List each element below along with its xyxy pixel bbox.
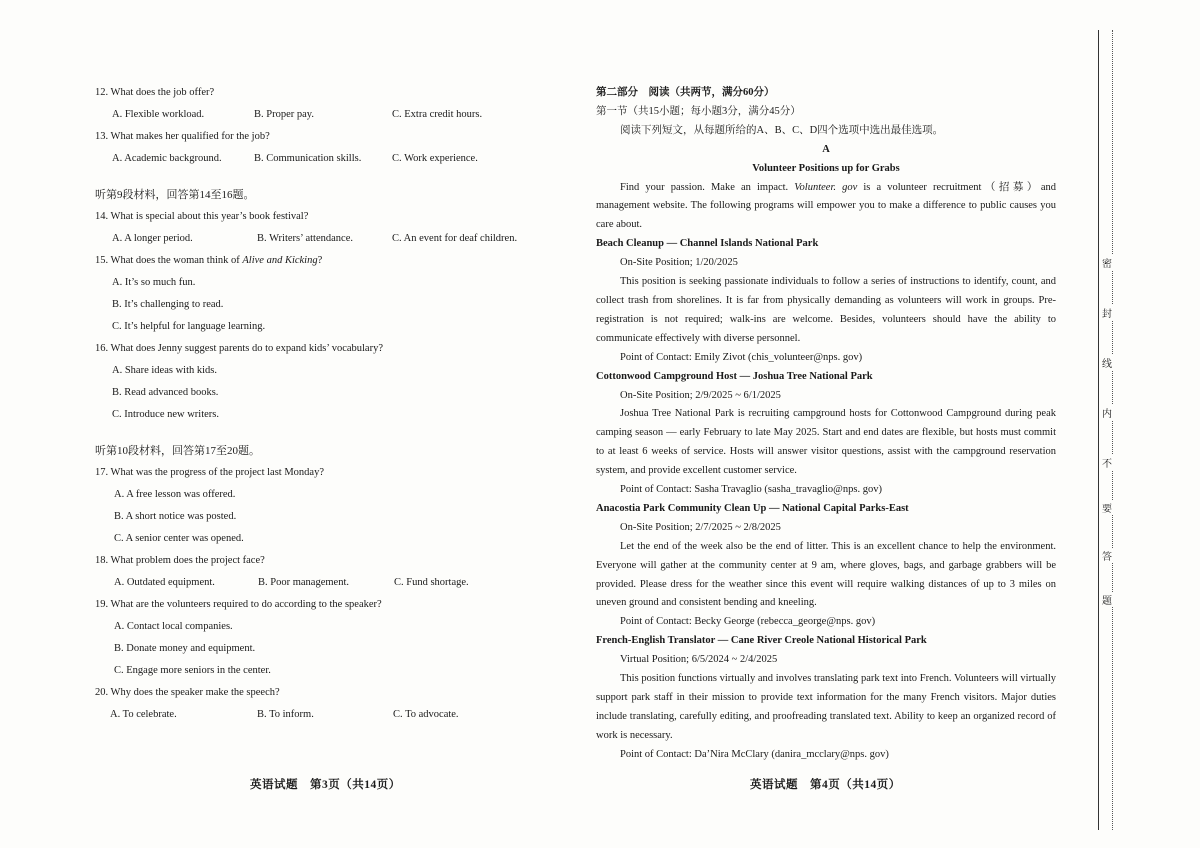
option: B. A short notice was posted.	[114, 511, 237, 522]
program-description: This position functions virtually and involves translating park text into French. Volunteers will virtually support park staff in their mission to provide text information for the many French visitors. Major duties include translating, carefully editing, and proofreading translated text. Ability to keep an organized record of work is necessary.	[596, 673, 1056, 741]
option: C. A senior center was opened.	[114, 533, 244, 544]
program-contact: Point of Contact: Becky George (rebecca_george@nps. gov)	[620, 616, 876, 628]
question-15: 15. What does the woman think of Alive and Kicking?	[95, 255, 323, 266]
question-13: 13. What makes her qualified for the job?	[95, 131, 270, 142]
option: B. Proper pay.	[254, 109, 314, 120]
option: C. Introduce new writers.	[112, 409, 220, 420]
page-footer-left: 英语试题 第3页（共14页）	[250, 779, 401, 791]
option: A. Flexible workload.	[112, 109, 205, 120]
question-12: 12. What does the job offer?	[95, 87, 215, 98]
program-position: On-Site Position; 2/7/2025 ~ 2/8/2025	[620, 521, 781, 533]
seal-char: 不	[1100, 455, 1114, 470]
part-heading: 第二部分 阅读（共两节，满分60分）	[596, 87, 775, 98]
q14-options	[95, 232, 540, 245]
program-contact: Point of Contact: Da’Nira McClary (danira_mcclary@nps. gov)	[620, 748, 889, 760]
q18-options	[95, 576, 540, 589]
q13-options	[95, 152, 540, 165]
option: B. It’s challenging to read.	[112, 299, 224, 310]
instructions: 阅读下列短文，从每题所给的A、B、C、D四个选项中选出最佳选项。	[620, 124, 944, 136]
seal-char: 答	[1100, 548, 1114, 563]
option: A. Academic background.	[112, 153, 222, 164]
option: B. Donate money and equipment.	[114, 643, 256, 654]
program-description: Joshua Tree National Park is recruiting campground hosts for Cottonwood Campground during peak camping season — early February to late May 2025. Start and end dates are flexible, but hosts must commit to at least 6 weeks of service. Hosts will answer visitor questions, assist with the campground reservation system, and provide excellent customer service.	[596, 408, 1056, 477]
option: A. It’s so much fun.	[112, 277, 196, 288]
option: B. To inform.	[257, 709, 314, 720]
seal-char: 要	[1100, 500, 1114, 515]
seal-char: 题	[1100, 592, 1114, 607]
program-title: Anacostia Park Community Clean Up — National Capital Parks-East	[596, 502, 909, 514]
left-page	[95, 78, 540, 721]
section-heading: 第一节（共15小题；每小题3分，满分45分）	[596, 105, 801, 117]
program-position: On-Site Position; 2/9/2025 ~ 6/1/2025	[620, 389, 781, 401]
program-title: French-English Translator — Cane River Creole National Historical Park	[596, 635, 927, 647]
option: C. An event for deaf children.	[392, 233, 518, 244]
question-20: 20. Why does the speaker make the speech?	[95, 687, 280, 698]
passage-intro: Find your passion. Make an impact. Volunteer. gov is a volunteer recruitment（招募）and management website. The following programs will empower you to make a difference to public causes you care about.	[596, 181, 1056, 231]
program-title: Cottonwood Campground Host — Joshua Tree National Park	[596, 370, 873, 382]
seal-char: 密	[1100, 255, 1114, 270]
option: A. Contact local companies.	[114, 621, 233, 632]
program-description: Let the end of the week also be the end of litter. This is an excellent chance to help the environment. Everyone will gather at the community center at 9 am, where gloves, bags, and garbage grabbers will be provided. Please dress for the weather since this event will require walking distances of up to 3 miles on uneven ground and consistent bending and kneeling.	[596, 540, 1056, 609]
question-16: 16. What does Jenny suggest parents do to expand kids’ vocabulary?	[95, 343, 384, 354]
option: A. Outdated equipment.	[114, 577, 215, 588]
question-18: 18. What problem does the project face?	[95, 555, 265, 566]
seal-char: 内	[1100, 405, 1114, 420]
program-contact: Point of Contact: Emily Zivot (chis_volunteer@nps. gov)	[620, 351, 863, 363]
option: B. Communication skills.	[254, 153, 362, 164]
option: A. A longer period.	[112, 233, 193, 244]
program-position: On-Site Position; 1/20/2025	[620, 257, 738, 269]
seal-border-line	[1098, 30, 1099, 830]
option: A. A free lesson was offered.	[114, 489, 236, 500]
q20-options	[95, 708, 540, 721]
passage-title: Volunteer Positions up for Grabs	[752, 162, 900, 174]
seal-dotted-line	[1112, 30, 1113, 830]
seal-char: 封	[1100, 305, 1114, 320]
option: C. To advocate.	[393, 709, 459, 720]
seal-char: 线	[1100, 355, 1114, 370]
q12-options	[95, 108, 540, 121]
option: B. Writers’ attendance.	[257, 233, 353, 244]
option: C. Extra credit hours.	[392, 109, 483, 120]
question-14: 14. What is special about this year’s book festival?	[95, 211, 309, 222]
option: A. To celebrate.	[110, 709, 177, 720]
page-footer-right: 英语试题 第4页（共14页）	[750, 779, 901, 791]
program-description: This position is seeking passionate individuals to follow a series of instructions to identify, count, and collect trash from shorelines. It is far from physically demanding as volunteers will work in groups. Pre-registration is not required; walk-ins are welcome. Besides, volunteers should have the ability to communicate effectively with diverse personnel.	[596, 276, 1056, 344]
option: A. Share ideas with kids.	[112, 365, 217, 376]
section-heading: 听第9段材料，回答第14至16题。	[95, 189, 255, 201]
program-contact: Point of Contact: Sasha Travaglio (sasha_travaglio@nps. gov)	[620, 484, 882, 496]
section-heading: 听第10段材料，回答第17至20题。	[95, 445, 260, 457]
option: C. Work experience.	[392, 153, 478, 164]
question-19: 19. What are the volunteers required to do according to the speaker?	[95, 599, 382, 610]
right-page	[596, 78, 1056, 765]
question-17: 17. What was the progress of the project last Monday?	[95, 467, 324, 478]
option: B. Poor management.	[258, 577, 349, 588]
option: C. Engage more seniors in the center.	[114, 665, 271, 676]
passage-letter: A	[822, 143, 830, 155]
option: C. Fund shortage.	[394, 577, 469, 588]
option: C. It’s helpful for language learning.	[112, 321, 266, 332]
option: B. Read advanced books.	[112, 387, 219, 398]
program-position: Virtual Position; 6/5/2024 ~ 2/4/2025	[620, 654, 778, 666]
program-title: Beach Cleanup — Channel Islands National Park	[596, 238, 819, 250]
